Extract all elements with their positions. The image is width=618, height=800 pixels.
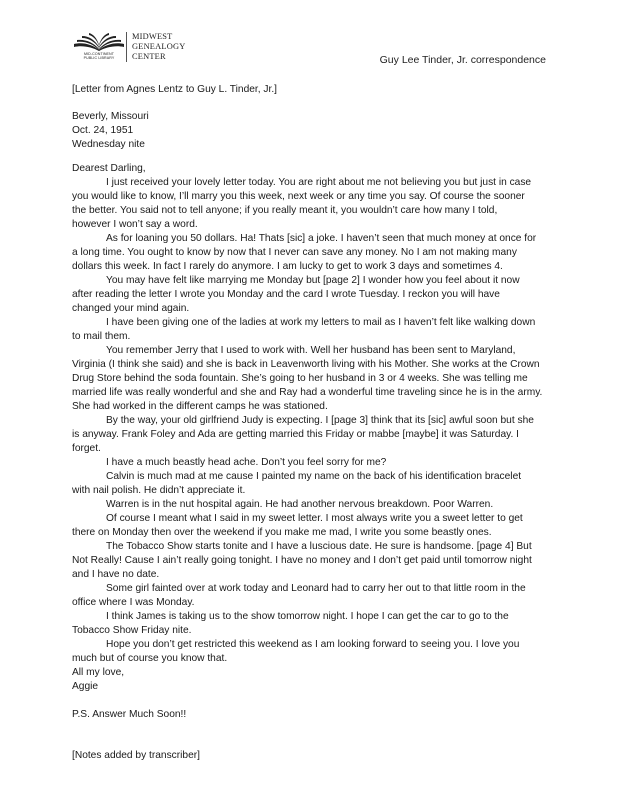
letter-line: She had worked in the different camps he was stationed. — [72, 401, 328, 412]
logo-subtitle: MID-CONTINENT PUBLIC LIBRARY — [83, 52, 115, 60]
letter-line: The Tobacco Show starts tonite and I have a luscious date. He sure is handsome. [page 4] But — [106, 541, 532, 552]
letter-dateline — [72, 110, 149, 152]
letter-line: office where I was Monday. — [72, 597, 195, 608]
letter-line: the better. You said not to tell anyone; if you really meant it, you wouldn’t care how many I told, — [72, 205, 498, 216]
letter-line: You may have felt like marrying me Monday but [page 2] I wonder how you feel about it now — [106, 275, 520, 286]
letter-line: changed your mind again. — [72, 303, 190, 314]
letter-date: Oct. 24, 1951 — [72, 125, 134, 136]
letter-line: I have been giving one of the ladies at work my letters to mail as I haven’t felt like walking down — [106, 317, 536, 328]
letter-place: Beverly, Missouri — [72, 111, 149, 122]
letter-line: Not Really! Cause I ain’t really going tonight. I have no money and I don’t get paid until tomorrow night — [72, 555, 532, 566]
logo-wordmark: MIDWEST GENEALOGY CENTER — [126, 32, 218, 62]
transcriber-note: [Notes added by transcriber] — [72, 750, 200, 761]
letter-line: Drug Store behind the soda fountain. She’s going to her husband in 3 or 4 weeks. She was telling me — [72, 373, 528, 384]
letter-line: with nail polish. He didn’t appreciate it. — [72, 485, 246, 496]
transcriber-heading: [Letter from Agnes Lentz to Guy L. Tinder, Jr.] — [72, 84, 277, 95]
letter-line: to mail them. — [72, 331, 131, 342]
blank-line — [72, 694, 550, 708]
closing: All my love, — [72, 667, 125, 678]
letter-line: Virginia (I think she said) and she is back in Leavenworth living with his Mother. She works at the Crown — [72, 359, 540, 370]
letter-day: Wednesday nite — [72, 139, 145, 150]
letter-line: however I won’t say a word. — [72, 219, 198, 230]
letter-line: Warren is in the nut hospital again. He had another nervous breakdown. Poor Warren. — [106, 499, 494, 510]
library-logo — [72, 30, 212, 70]
letter-line: there on Monday then over the weekend if you make me mad, I write you some beastly ones. — [72, 527, 492, 538]
letter-line: I think James is taking us to the show tomorrow night. I hope I can get the car to go to the — [106, 611, 509, 622]
letter-line: By the way, your old girlfriend Judy is expecting. I [page 3] think that its [sic] awful soon but she — [106, 415, 534, 426]
letter-line: I have a much beastly head ache. Don’t you feel sorry for me? — [106, 457, 387, 468]
letter-line: I just received your lovely letter today. You are right about me not believing you but just in case — [106, 177, 532, 188]
letter-line: you would like to know, I’ll marry you this week, next week or any time you say. Of course the sooner — [72, 191, 525, 202]
open-book-icon — [72, 30, 126, 52]
letter-line: after reading the letter I wrote you Monday and the card I wrote Tuesday. I reckon you will have — [72, 289, 500, 300]
letter-line: You remember Jerry that I used to work with. Well her husband has been sent to Maryland, — [106, 345, 516, 356]
letter-line: Of course I meant what I said in my sweet letter. I most always write you a sweet letter to get — [106, 513, 523, 524]
letter-line: Hope you don’t get restricted this weekend as I am looking forward to seeing you. I love you — [106, 639, 520, 650]
letter-line: Tobacco Show Friday nite. — [72, 625, 192, 636]
letter-body — [72, 162, 550, 722]
letter-line: much but of course you know that. — [72, 653, 228, 664]
letter-line: Calvin is much mad at me cause I painted my name on the back of his identification bracelet — [106, 471, 522, 482]
letter-line: As for loaning you 50 dollars. Ha! Thats [sic] a joke. I haven’t seen that much money at once for — [106, 233, 537, 244]
salutation: Dearest Darling, — [72, 163, 146, 174]
signature: Aggie — [72, 681, 99, 692]
letter-line: Some girl fainted over at work today and Leonard had to carry her out to that little room in the — [106, 583, 526, 594]
letter-line: a long time. You ought to know by now that I never can save any money. No I am not making many — [72, 247, 517, 258]
letter-line: dollars this week. In fact I rarely do anymore. I am lucky to get to work 3 days and sometimes 4. — [72, 261, 503, 272]
collection-title: Guy Lee Tinder, Jr. correspondence — [379, 54, 546, 66]
postscript: P.S. Answer Much Soon!! — [72, 709, 187, 720]
letter-line: forget. — [72, 443, 101, 454]
letter-line: is anyway. Frank Foley and Ada are getting married this Friday or mabbe [maybe] it was Saturday. I — [72, 429, 519, 440]
letter-line: married life was really wonderful and she and Ray had a wonderful time traveling since he is in the army. — [72, 387, 543, 398]
letter-line: and I have no date. — [72, 569, 160, 580]
